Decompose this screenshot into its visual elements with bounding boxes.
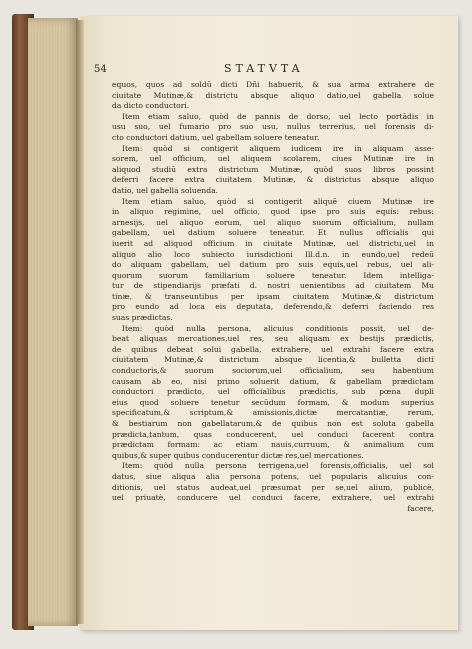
- text-line: arnesijs, uel aliquo eorum, uel aliquo suorum officialium, nullam: [112, 217, 434, 227]
- running-title: STATVTA: [224, 62, 304, 75]
- page-header: [94, 62, 434, 78]
- text-line: facere,: [407, 503, 434, 513]
- text-line: suas prædictas.: [112, 313, 173, 323]
- text-line: in aliquo regimine, uel officio, quod ipse pro suis equis: rebus:: [112, 207, 434, 217]
- text-line: aliquod studiū extra districtum Mutinæ, quòd suos libros possint: [112, 164, 434, 174]
- text-line: aliquo alio loco subiecto iurisdictioni Ill.d.n. in eundo,uel redeū: [112, 249, 434, 259]
- text-line: quorum suorum familiarium soluere teneatur. Idem intelliga-: [112, 270, 434, 280]
- text-line: causam ab eo, nisi primo soluerit datium, & gabellam prædictam: [112, 376, 434, 386]
- text-line: beat aliquas mercationes,uel res, seu aliquam ex bestijs prædictis,: [112, 334, 434, 344]
- page-number: 54: [94, 64, 107, 75]
- text-line: deferri facere extra ciuitatem Mutinæ, & districtus absque aliquo: [112, 175, 434, 185]
- text-line: prædictam formam: ac etiam nauis,curruum, & animalium cum: [112, 440, 434, 450]
- text-line: do aliquam gabellam, uel datium pro suis equis,uel rebus, uel ali-: [112, 260, 434, 270]
- page-gutter: [76, 20, 84, 624]
- text-line: tur de stipendiarijs præfati d. nostri uenientibus ad ciuitatem Mu: [112, 281, 434, 291]
- text-line: gabellam, uel datium soluere teneatur. Et nullus officialis qui: [112, 228, 434, 238]
- text-line: Item: quòd si contigerit aliquem iudicem ire in aliquam asse-: [122, 143, 434, 153]
- text-line: conductoris,& suorum sociorum,uel officialium, seu habentium: [112, 366, 434, 376]
- text-line: eius quod soluere tenetur secūdum formam, & modum superius: [112, 397, 434, 407]
- text-line: prædicta,tantum, quas conducerent, uel conduci facerent contra: [112, 429, 434, 439]
- text-line: & bestiarum non gabellatarum,& de quibus non est soluta gabella: [112, 419, 434, 428]
- page-edges: [28, 18, 78, 626]
- text-line: sorem, uel officium, uel aliquem scolarem, ciues Mutinæ ire in: [112, 154, 434, 164]
- text-line: Item: quòd nulla persona terrigena,uel forensis,officialis, uel sol: [122, 461, 434, 471]
- text-line: specificatum,& scriptum,& amissionis,dictæ mercatantiæ, rerum,: [112, 408, 434, 418]
- text-line: datus, siue aliqua alia persona potens, uel popularis alicuius con-: [112, 471, 434, 481]
- text-line: de quibus debeat solui gabella, extrahere, uel extrahi facere extra: [112, 344, 434, 354]
- text-line: uel priuatè, conducere uel conduci facere, extrahere, uel extrahi: [112, 493, 434, 503]
- text-line: Item: quòd nulla persona, alicuius conditionis possit, uel de-: [122, 323, 434, 333]
- text-line: ciuitatem Mutinæ,& districtum absque licentia,& bulletta dicti: [112, 355, 434, 365]
- body-text: [112, 80, 434, 514]
- text-line: da dicto conductori.: [112, 101, 190, 111]
- text-line: ciuitate Mutinæ,& districtu absque aliquo datio,uel gabella solue: [112, 90, 434, 100]
- text-line: conductori prædicto, uel officialibus prædictis, sub pœna dupli: [112, 387, 434, 397]
- text-line: tinæ, & transeuntibus per ipsam ciuitatem Mutinæ,& districtum: [112, 291, 434, 301]
- text-line: iuerit ad aliquod officium in ciuitate Mutinæ, uel districtu,uel in: [112, 238, 434, 248]
- text-line: ditionis, uel status audeat,uel præsumat per se,uel alium, publicè,: [112, 482, 434, 492]
- text-line: quibus,& super quibus conducerentur dictæ res,uel mercationes.: [112, 450, 364, 460]
- text-line: pro eundo ad loca eis deputata, deferendo,& deferri faciendo res: [112, 302, 434, 312]
- text-line: Item etiam saluo, quòd si contigerit aliquē ciuem Mutinæ ire: [122, 196, 434, 206]
- text-line: datio, uel gabella soluenda.: [112, 185, 219, 195]
- text-line: Item etiam saluo, quòd de pannis de dorso, uel lecto portādis in: [122, 111, 434, 121]
- text-line: usu suo, uel fumario pro suo usu, nullus terrerius, uel forensis di-: [112, 122, 434, 132]
- text-line: cto conductori datium, uel gabellam soluere teneatur.: [112, 132, 320, 142]
- text-line: equos, quos ad soldū dicti Dñi habuerit, & sua arma extrahere de: [112, 80, 434, 89]
